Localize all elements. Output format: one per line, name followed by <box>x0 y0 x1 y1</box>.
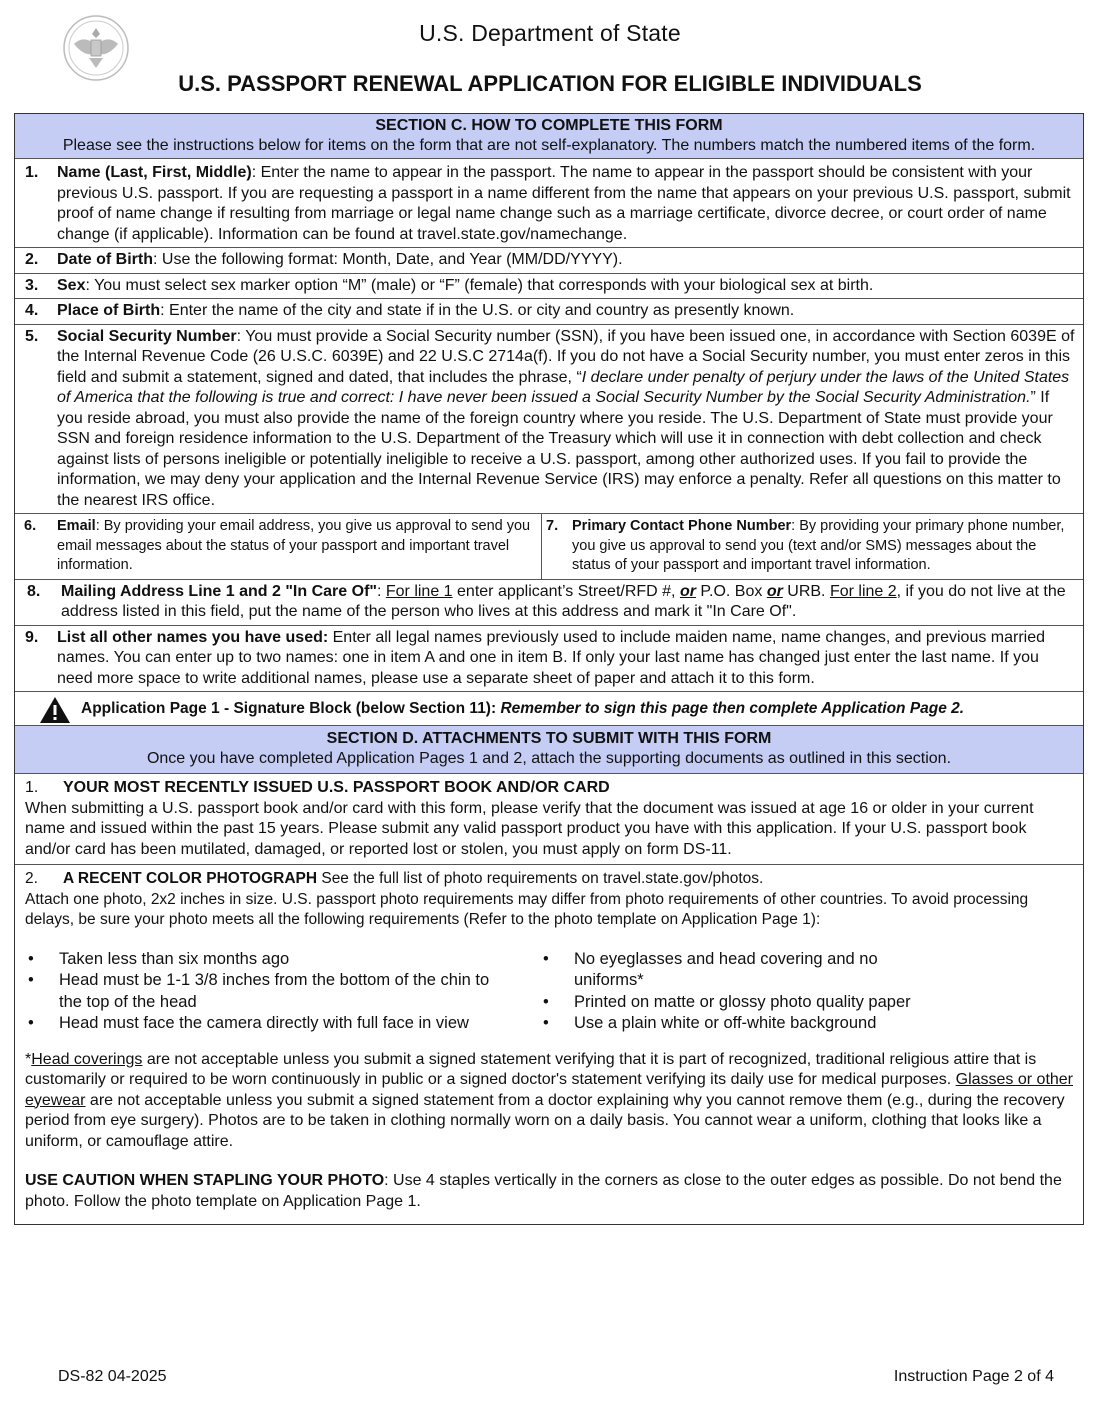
eyewear-term: Glasses or other eyewear <box>25 1071 1074 1109</box>
item-text-continued: ” If you reside abroad, you must also provide the name of the foreign country where you reside. The U.S. Department of State must provide your SSN and foreign residence information to the U.S. Department of the Treasury which will use it in connection with debt collection and check against lists of persons ineligible or potentially ineligible to receive a U.S. passport, among other authorized uses. If you fail to provide the information, we may deny your application and the Internal Revenue Service (IRS) may enforce a penalty. Refer all questions on this matter to the nearest IRS office. <box>57 389 1061 509</box>
attachment-text: Attach one photo, 2x2 inches in size. U.S. passport photo requirements may differ from photo requirements of other countries. To avoid processing delays, be sure your photo meets all the following requirements (Refer to the photo template on Application Page 1): <box>25 890 1029 928</box>
signature-warning <box>15 692 1083 726</box>
attachment-heading: A RECENT COLOR PHOTOGRAPH <box>63 870 318 887</box>
note-text: are not acceptable unless you submit a signed statement verifying that it is part of recognized, traditional religious attire that is customarily or required to be worn continuously in public or a signed doctor's statement verifying its daily use for medical purposes. <box>25 1050 1037 1088</box>
or-emphasis: or <box>679 582 696 600</box>
headwear-note <box>25 1050 1075 1153</box>
note-asterisk: * <box>25 1050 32 1068</box>
item-sex <box>15 274 1083 300</box>
item-lead: Name (Last, First, Middle) <box>57 164 252 181</box>
item-other-names <box>15 626 1083 693</box>
caution-heading: USE CAUTION WHEN STAPLING YOUR PHOTO <box>25 1172 385 1189</box>
item-text: , if you do not live at the address listed in this field, put the name of the person who lives at this address and mark it "In Care Of". <box>61 582 1066 620</box>
form-id: DS-82 04-2025 <box>58 1368 167 1385</box>
item-number: 5. <box>25 327 39 345</box>
list-item: • Head must be 1-1 3/8 inches from the bottom of the chin to the top of the head <box>25 970 499 1013</box>
department-name: U.S. Department of State <box>419 20 681 46</box>
item-email <box>15 514 542 579</box>
item-text: : You must provide a Social Security number (SSN), if you have been issued one, in accordance with Section 6039E of the Internal Revenue Code (26 U.S.C. 6039E) and 22 U.S.C 2714a(f). If you do not have a Social Security number, you must enter zeros in this field and submit a statement, signed and dated, that includes the phrase, “ <box>57 327 1075 386</box>
section-d-header <box>15 726 1083 774</box>
item-lead: Place of Birth <box>57 302 161 319</box>
item-colon: : <box>376 582 386 600</box>
item-lead: Social Security Number <box>57 327 237 345</box>
line1-label: For line 1 <box>385 582 453 600</box>
stapling-caution <box>25 1171 1075 1220</box>
section-c-subheading: Please see the instructions below for items on the form that are not self-explanatory. The numbers match the numbered items of the form. <box>62 137 1036 154</box>
item-phone <box>542 514 1083 579</box>
list-item: • Taken less than six months ago <box>25 949 540 971</box>
attachment-photo <box>15 865 1083 1224</box>
item-text: : You must select sex marker option “M” (male) or “F” (female) that corresponds with your biological sex at birth. <box>85 276 874 294</box>
page-number: Instruction Page 2 of 4 <box>893 1368 1054 1385</box>
item-ssn <box>15 325 1083 515</box>
item-name <box>15 159 1083 248</box>
requirements-left <box>25 949 540 1035</box>
item-date-of-birth <box>15 248 1083 274</box>
item-number: 2. <box>25 251 39 268</box>
line2-label: For line 2 <box>829 582 897 600</box>
item-number: 4. <box>25 302 39 319</box>
attachment-number: 1. <box>25 779 39 796</box>
item-lead: Date of Birth <box>57 251 153 268</box>
item-lead: List all other names you have used: <box>57 628 329 646</box>
note-text: are not acceptable unless you submit a signed statement from a doctor explaining why you cannot remove them (e.g., during the recovery period from eye surgery). Photos are to be taken in clothing normally worn on a daily basis. You cannot wear a uniform, clothing that looks like a uniform, or camouflage attire. <box>25 1091 1065 1150</box>
item-text: : Enter the name of the city and state if in the U.S. or city and country as presently known. <box>160 302 795 319</box>
warning-italic: Remember to sign this page then complete Application Page 2. <box>500 700 965 717</box>
attachment-number: 2. <box>25 870 38 887</box>
list-item: • Use a plain white or off-white background <box>540 1013 1075 1035</box>
section-d-heading: SECTION D. ATTACHMENTS TO SUBMIT WITH THIS FORM <box>326 730 772 747</box>
instructions-form <box>14 113 1084 1225</box>
attachment-passport <box>15 774 1083 865</box>
attachment-heading-tail: See the full list of photo requirements on travel.state.gov/photos. <box>317 870 764 887</box>
item-text: : Use the following format: Month, Date, and Year (MM/DD/YYYY). <box>153 251 623 268</box>
caution-text: : Use 4 staples vertically in the corners as close to the outer edges as possible. Do not bend the photo. Follow the photo template on Application Page 1. <box>25 1172 1062 1210</box>
item-number: 6. <box>24 518 37 534</box>
item-lead: Mailing Address Line 1 and 2 "In Care Of" <box>61 582 377 600</box>
requirements-right <box>540 949 1075 1035</box>
item-number: 9. <box>25 628 39 646</box>
head-coverings-term: Head coverings <box>31 1050 143 1068</box>
item-lead: Email <box>57 518 96 534</box>
item-contact-row <box>15 514 1083 580</box>
item-number: 8. <box>27 582 41 600</box>
item-text: : By providing your primary phone number, you give us approval to send you (text and/or SMS) messages about the status of your passport and important travel information. <box>572 518 1065 573</box>
item-number: 1. <box>25 164 39 181</box>
item-mailing-address <box>15 580 1083 626</box>
form-title: U.S. PASSPORT RENEWAL APPLICATION FOR ELIGIBLE INDIVIDUALS <box>178 71 922 96</box>
list-item: • No eyeglasses and head covering and no uniforms* <box>540 949 914 992</box>
item-text: : Enter the name to appear in the passport. The name to appear in the passport should be consistent with your previous U.S. passport. If you are requesting a passport in a name different from the name that appears on your previous U.S. passport, submit proof of name change if resulting from marriage or legal name change such as a marriage certificate, divorce decree, or court order of name change (if applicable). Information can be found at travel.state.gov/namechange. <box>57 164 1071 243</box>
item-lead: Sex <box>57 276 86 294</box>
list-item: • Head must face the camera directly with full face in view <box>25 1013 540 1035</box>
item-number: 7. <box>546 518 559 534</box>
item-lead: Primary Contact Phone Number <box>572 518 792 534</box>
item-text: Enter all legal names previously used to include maiden name, name changes, and previous married names. You can enter up to two names: one in item A and one in item B. If only your last name has changed just enter the last name. If you need more space to write additional names, please use a separate sheet of paper and attach it to this form. <box>57 628 1046 687</box>
item-text: : By providing your email address, you give us approval to send you email messages about the status of your passport and important travel information. <box>57 518 531 573</box>
warning-bold: Application Page 1 - Signature Block (below Section 11): <box>81 700 501 717</box>
section-d-subheading: Once you have completed Application Pages 1 and 2, attach the supporting documents as outlined in this section. <box>146 750 952 767</box>
list-item: • Printed on matte or glossy photo quality paper <box>540 992 1075 1014</box>
attachment-text: When submitting a U.S. passport book and/or card with this form, please verify that the document was issued at age 16 or older in your current name and issued within the past 15 years. Please submit any valid passport product you have with this application. If your U.S. passport book and/or card has been mutilated, damaged, or reported lost or stolen, you must apply on form DS-11. <box>25 799 1034 858</box>
or-emphasis: or <box>766 582 783 600</box>
item-text: enter applicant’s Street/RFD #, <box>452 582 680 600</box>
attachment-heading: YOUR MOST RECENTLY ISSUED U.S. PASSPORT BOOK AND/OR CARD <box>63 779 610 796</box>
item-text: URB. <box>782 582 830 600</box>
perjury-statement: I declare under penalty of perjury under the laws of the United States of America that the following is true and correct: I have never been issued a Social Security Number by the Social Security Administration. <box>57 368 1070 406</box>
item-number: 3. <box>25 276 39 294</box>
warning-icon <box>39 696 71 724</box>
photo-requirements <box>25 949 1075 1035</box>
item-place-of-birth <box>15 299 1083 325</box>
item-text: P.O. Box <box>695 582 767 600</box>
section-c-heading: SECTION C. HOW TO COMPLETE THIS FORM <box>375 117 723 134</box>
section-c-header <box>15 114 1083 159</box>
